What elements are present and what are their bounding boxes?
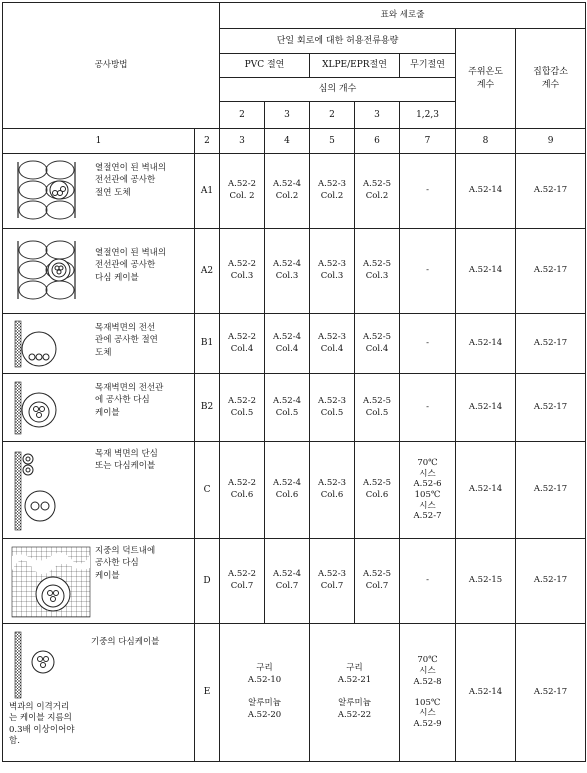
thermal-insulated-wall-multicore-icon [15,239,79,301]
value-cell: A.52-5 Col.4 [355,314,400,374]
value-cell: - [400,154,456,229]
pvc-merged-cell: 구리 A.52-10 알루미늄 A.52-20 [220,624,310,762]
value-cell: A.52-2 Col.6 [220,442,265,539]
method-description: 목재벽면의 전선 관에 공사한 절연 도체 [95,323,158,358]
value-cell: A.52-2 Col.4 [220,314,265,374]
value-cell: A.52-14 [456,229,516,314]
col-number: 8 [456,129,516,154]
method-code: B2 [195,374,220,442]
value-cell: A.52-4 Col.6 [265,442,310,539]
core-count: 2 [310,102,355,129]
value-cell: A.52-14 [456,442,516,539]
wood-wall-cable-icon [13,450,63,532]
core-count: 2 [220,102,265,129]
table-title: 표와 세로줄 [220,3,586,29]
value-cell: A.52-3 Col.3 [310,229,355,314]
table-row [3,442,586,539]
method-cell [3,314,195,374]
installation-method-table [2,2,586,762]
value-cell: A.52-17 [516,314,586,374]
value-cell: A.52-14 [456,154,516,229]
col-number: 9 [516,129,586,154]
bare-cell: 70℃ 시스 A.52-8 105℃ 시스 A.52-9 [400,624,456,762]
value-cell: A.52-4 Col.2 [265,154,310,229]
value-cell: - [400,314,456,374]
method-description: 기중의 다심케이블 [91,637,160,647]
value-cell: A.52-4 Col.4 [265,314,310,374]
value-cell: A.52-2 Col. 2 [220,154,265,229]
method-description: 목재벽면의 전선관 에 공사한 다심 케이블 [95,383,164,418]
value-cell: A.52-17 [516,229,586,314]
core-count: 3 [355,102,400,129]
table-row [3,154,586,229]
method-code: A1 [195,154,220,229]
value-cell: A.52-17 [516,539,586,624]
value-cell: A.52-14 [456,314,516,374]
construction-method-header: 공사방법 [3,3,220,129]
value-cell: A.52-5 Col.6 [355,442,400,539]
table-row [3,374,586,442]
method-cell [3,442,195,539]
grouping-header: 집합감소 계수 [516,29,586,129]
ambient-temp-header: 주위온도 계수 [456,29,516,129]
table-row [3,314,586,374]
ambient-cell: A.52-14 [456,624,516,762]
col-number: 5 [310,129,355,154]
table-row [3,624,586,762]
xlpe-header: XLPE/EPR절연 [310,54,400,78]
value-cell: - [400,229,456,314]
value-cell: A.52-4 Col.7 [265,539,310,624]
value-cell: A.52-5 Col.7 [355,539,400,624]
method-code: E [195,624,220,762]
method-cell [3,624,195,762]
method-description: 지중의 덕트내에 공사한 다심 케이블 [95,546,156,581]
method-cell [3,539,195,624]
value-cell: A.52-17 [516,442,586,539]
method-description: 목재 벽면의 단심 또는 다심케이블 [95,449,158,472]
core-count: 1,2,3 [400,102,456,129]
value-cell: A.52-3 Col.2 [310,154,355,229]
core-count: 3 [265,102,310,129]
grouping-cell: A.52-17 [516,624,586,762]
method-cell [3,229,195,314]
method-code: C [195,442,220,539]
col-number: 4 [265,129,310,154]
thermal-insulated-wall-conduit-icon [15,160,79,220]
value-cell: A.52-2 Col.3 [220,229,265,314]
method-code: A2 [195,229,220,314]
method-code: D [195,539,220,624]
value-cell: A.52-17 [516,154,586,229]
value-cell: A.52-5 Col.2 [355,154,400,229]
wood-wall-conduit-icon [13,319,63,369]
col-number: 3 [220,129,265,154]
free-air-cable-icon [13,630,57,700]
wood-wall-multicore-conduit-icon [13,380,63,436]
value-cell: - [400,374,456,442]
col-number: 6 [355,129,400,154]
underground-duct-icon [11,546,91,618]
col-number: 1 [3,129,195,154]
value-cell: 70℃ 시스 A.52-6 105℃ 시스 A.52-7 [400,442,456,539]
value-cell: A.52-3 Col.4 [310,314,355,374]
method-description: 열절연이 된 벽내의 전선관에 공사한 다심 케이블 [95,248,167,283]
spacing-note: 벽과의 이격거리 는 케이블 지름의 0.3배 이상이어야 함. [9,702,75,747]
value-cell: A.52-15 [456,539,516,624]
pvc-header: PVC 절연 [220,54,310,78]
value-cell: - [400,539,456,624]
value-cell: A.52-4 Col.3 [265,229,310,314]
allowable-current-header: 단일 회로에 대한 허용전류용량 [220,29,456,54]
method-cell [3,374,195,442]
value-cell: A.52-14 [456,374,516,442]
method-description: 열절연이 된 벽내의 전선관에 공사한 절연 도체 [95,163,167,198]
value-cell: A.52-2 Col.5 [220,374,265,442]
value-cell: A.52-5 Col.5 [355,374,400,442]
method-code: B1 [195,314,220,374]
value-cell: A.52-5 Col.3 [355,229,400,314]
cores-header: 심의 개수 [220,78,456,102]
xlpe-merged-cell: 구리 A.52-21 알루미늄 A.52-22 [310,624,400,762]
value-cell: A.52-3 Col.5 [310,374,355,442]
table-row [3,539,586,624]
value-cell: A.52-3 Col.6 [310,442,355,539]
value-cell: A.52-2 Col.7 [220,539,265,624]
value-cell: A.52-4 Col.5 [265,374,310,442]
table-row [3,229,586,314]
bare-header: 무기절연 [400,54,456,78]
value-cell: A.52-17 [516,374,586,442]
method-cell [3,154,195,229]
value-cell: A.52-3 Col.7 [310,539,355,624]
col-number: 7 [400,129,456,154]
col-number: 2 [195,129,220,154]
